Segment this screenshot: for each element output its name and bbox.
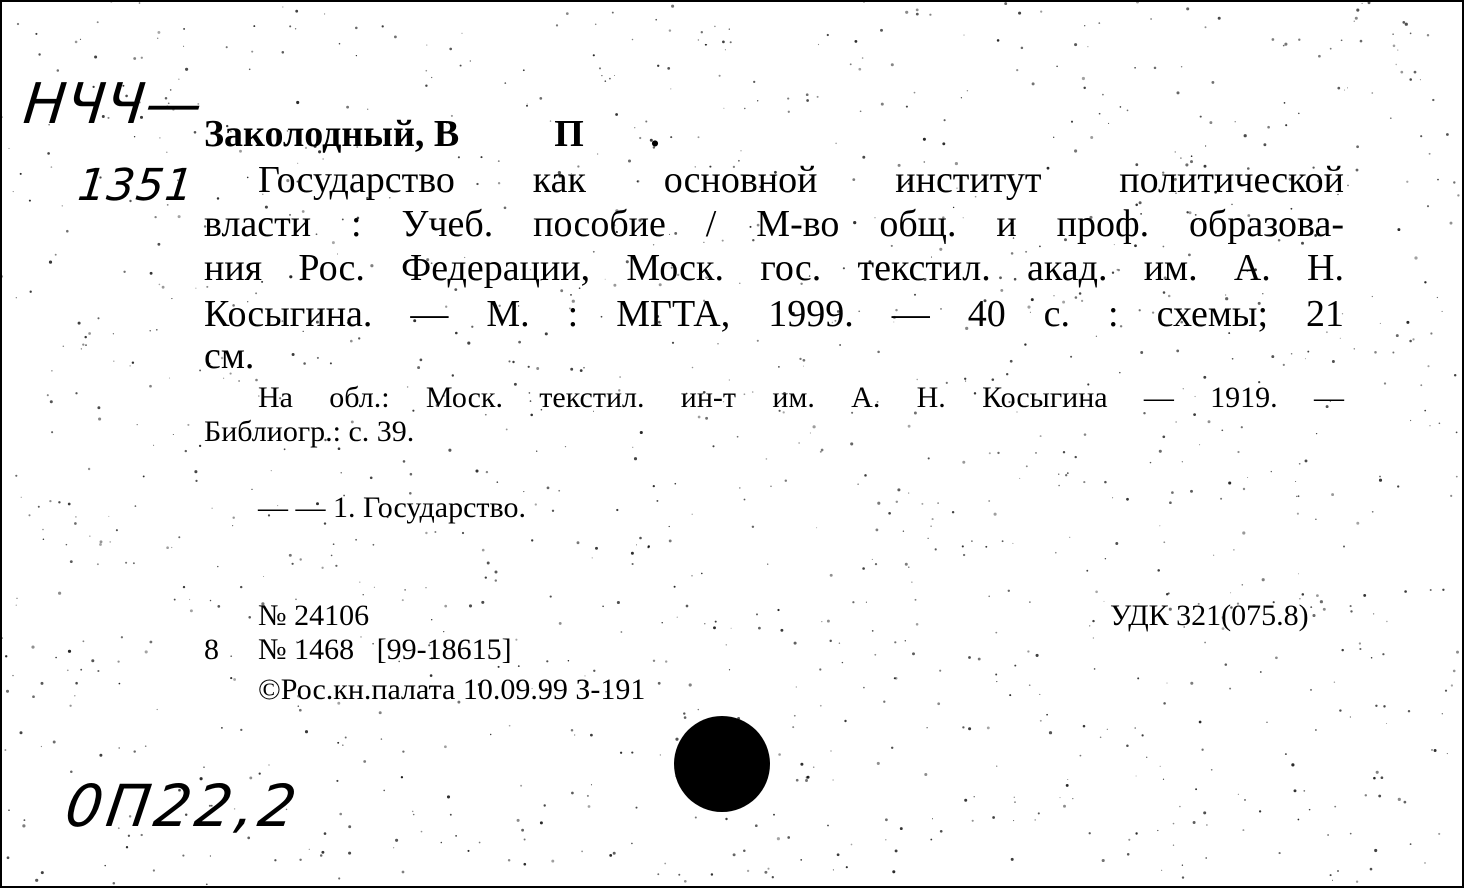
title-line-2: власти : Учеб. пособие / М-во общ. и проф. образова- xyxy=(204,203,1344,245)
author-heading: Заколодный, В П . xyxy=(204,113,660,155)
card-punch-hole xyxy=(674,716,770,812)
note-line-1: На обл.: Моск. текстил. ин-т им. А. Н. Косыгина — 1919. — xyxy=(258,381,1344,414)
handwritten-bottom-code: 0П22,2 xyxy=(61,772,305,840)
udk-classification: УДК 321(075.8) xyxy=(1110,599,1309,632)
book-chamber-imprint: ©Рос.кн.палата 10.09.99 З-191 xyxy=(258,673,646,706)
title-line-5: см. xyxy=(204,335,255,377)
copy-count: 8 xyxy=(204,633,219,666)
subject-heading: — — 1. Государство. xyxy=(258,491,526,524)
registration-number: № 24106 xyxy=(258,599,370,632)
catalog-number: № 1468 [99-18615] xyxy=(258,633,512,666)
title-line-3: ния Рос. Федерации, Моск. гос. текстил. акад. им. А. Н. xyxy=(204,247,1344,289)
handwritten-shelf-number: 1351 xyxy=(75,160,197,211)
title-line-1: Государство как основной институт политической xyxy=(258,159,1344,201)
handwritten-shelf-mark: НЧЧ— xyxy=(20,72,207,137)
note-line-2: Библиогр.: с. 39. xyxy=(204,415,415,448)
title-line-4: Косыгина. — М. : МГТА, 1999. — 40 с. : схемы; 21 xyxy=(204,293,1344,335)
